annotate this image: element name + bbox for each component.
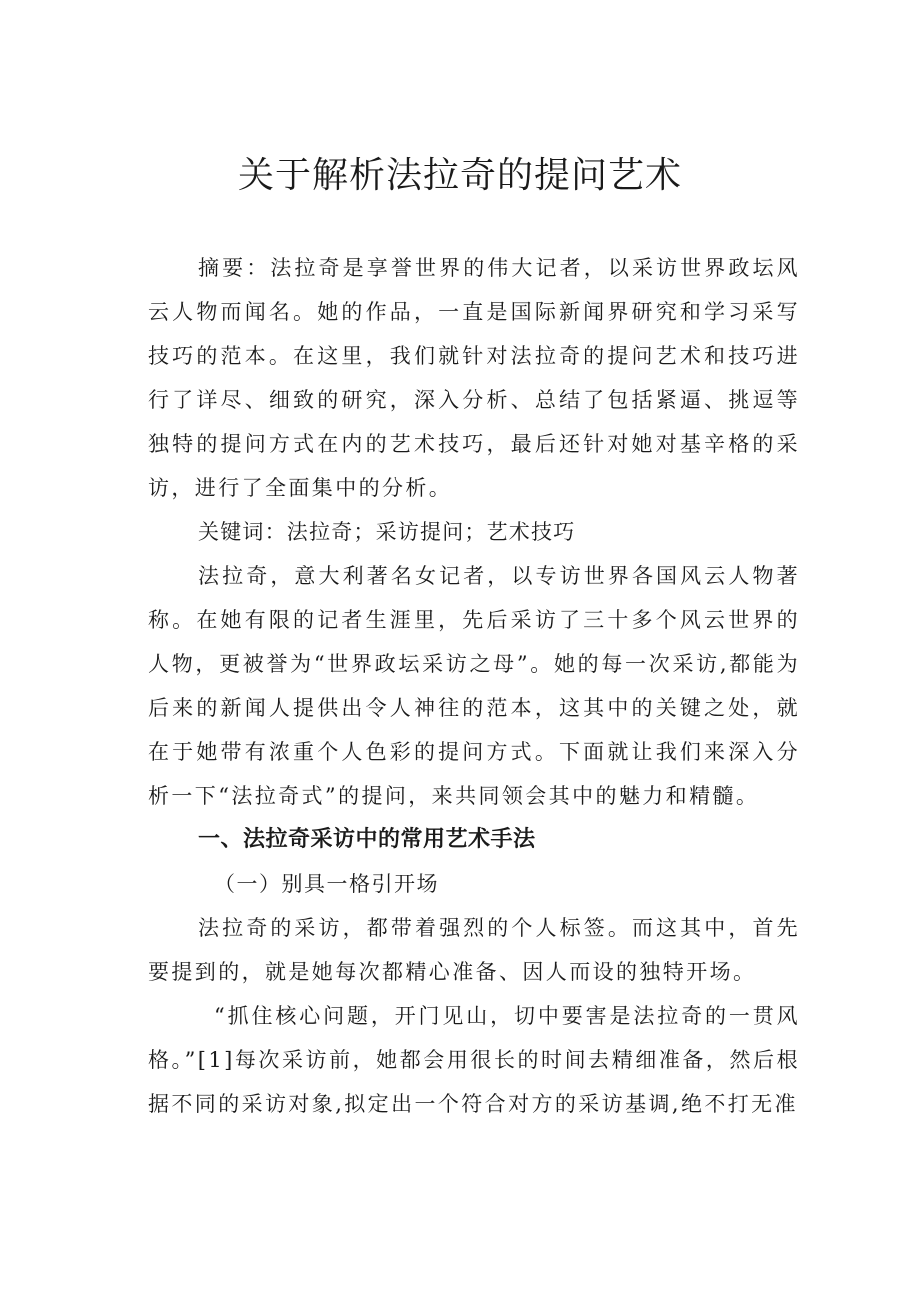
section-heading: 一、法拉奇采访中的常用艺术手法 [198, 827, 536, 852]
abstract-paragraph: 摘要：法拉奇是享誉世界的伟大记者，以采访世界政坛风云人物而闻名。她的作品，一直是国际新闻界研究和学习采写技巧的范本。在这里，我们就针对法拉奇的提问艺术和技巧进行了详尽、细致的研究，深入分析、总结了包括紧逼、挑逗等独特的提问方式在内的艺术技巧，最后还针对她对基辛格的采访，进行了全面集中的分析。 [148, 256, 800, 500]
document-body [148, 246, 800, 1126]
body-paragraph: 法拉奇的采访，都带着强烈的个人标签。而这其中，首先要提到的，就是她每次都精心准备、因人而设的独特开场。 [148, 916, 800, 984]
subsection-heading: （一）别具一格引开场 [214, 872, 439, 896]
intro-paragraph: 法拉奇，意大利著名女记者，以专访世界各国风云人物著称。在她有限的记者生涯里，先后采访了三十多个风云世界的人物，更被誉为“世界政坛采访之母”。她的每一次采访,都能为后来的新闻人提供出令人神往的范本，这其中的关键之处，就在于她带有浓重个人色彩的提问方式。下面就让我们来深入分析一下“法拉奇式”的提问，来共同领会其中的魅力和精髓。 [148, 564, 800, 808]
body-paragraph-quote: “抓住核心问题，开门见山，切中要害是法拉奇的一贯风格。”[1]每次采访前，她都会用很长的时间去精细准备，然后根据不同的采访对象,拟定出一个符合对方的采访基调,绝不打无准 [148, 1004, 800, 1116]
keywords-line: 关键词：法拉奇；采访提问；艺术技巧 [198, 520, 576, 544]
document-title: 关于解析法拉奇的提问艺术 [237, 155, 682, 196]
